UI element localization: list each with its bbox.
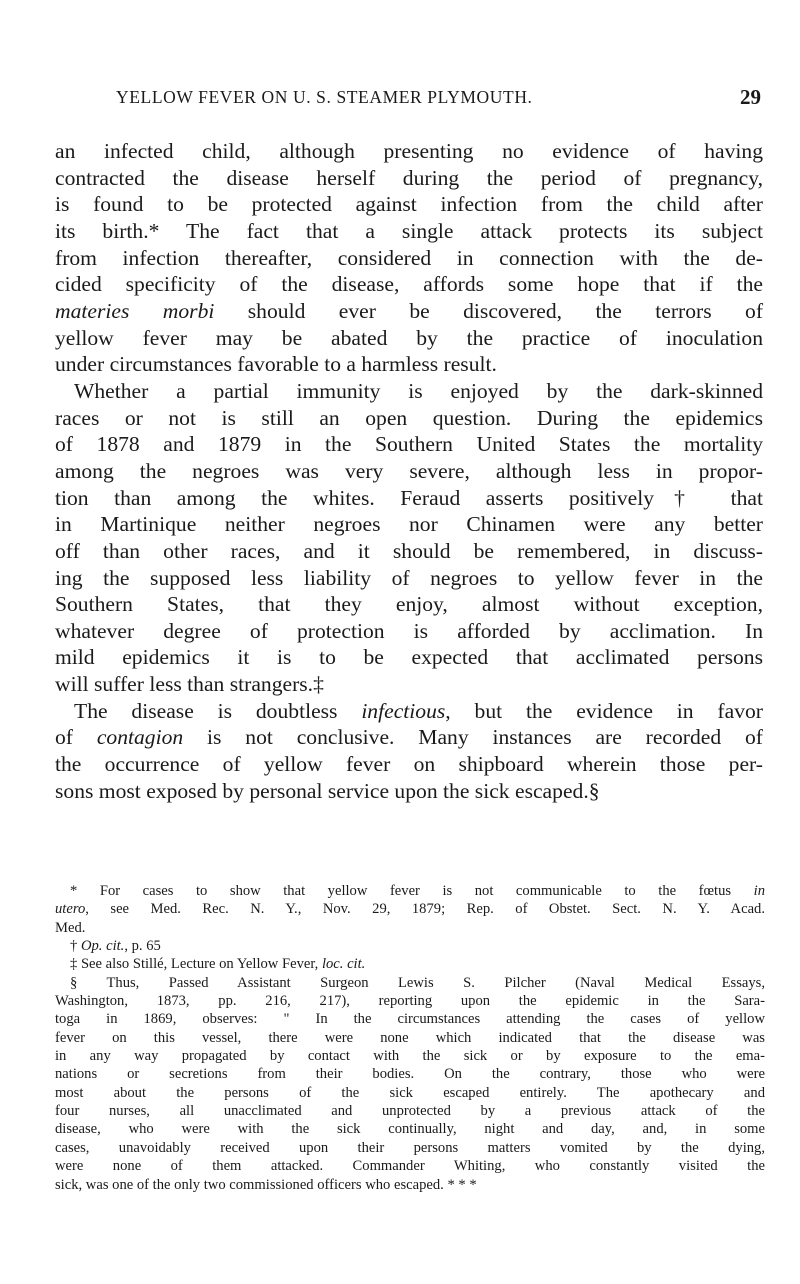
text-line: contracted the disease herself during the period of pregnancy, xyxy=(55,165,763,190)
footnote-line: were none of them attacked. Commander Whiting, who constantly visited the xyxy=(55,1158,765,1175)
footnote-line: ‡ See also Stillé, Lecture on Yellow Fever, loc. cit. xyxy=(70,956,366,973)
text-line: its birth.* The fact that a single attack protects its subject xyxy=(55,218,763,243)
italic-term: loc. cit. xyxy=(321,956,366,973)
footnote-line: most about the persons of the sick escaped entirely. The apothecary and xyxy=(55,1084,765,1101)
paragraph-end-line: will suffer less than strangers.‡ xyxy=(55,672,324,697)
text-line: among the negroes was very severe, although less in propor- xyxy=(55,458,763,483)
footnote-line: in any way propagated by contact with the sick or by exposure to the ema- xyxy=(55,1048,765,1065)
footnote-line: toga in 1869, observes: " In the circumstances attending the cases of yellow xyxy=(55,1011,765,1028)
footnote-line: * For cases to show that yellow fever is not communicable to the fœtus in xyxy=(70,883,765,899)
footnote-line: cases, unavoidably received upon their persons matters vomited by the dying, xyxy=(55,1139,765,1156)
italic-term: contagion xyxy=(96,725,184,750)
text-line: yellow fever may be abated by the practice of inoculation xyxy=(55,325,763,350)
text-line: materies morbi should ever be discovered, the terrors of xyxy=(55,298,764,323)
text-line: of 1878 and 1879 in the Southern United States the mortality xyxy=(55,432,763,457)
footnote-line: Washington, 1873, pp. 216, 217), reporting upon the epidemic in the Sara- xyxy=(55,993,765,1010)
text-line: is found to be protected against infection from the child after xyxy=(55,192,763,217)
footnote-line: utero, see Med. Rec. N. Y., Nov. 29, 1879; Rep. of Obstet. Sect. N. Y. Acad. xyxy=(55,901,765,918)
paragraph-end-line: sons most exposed by personal service upon the sick escaped.§ xyxy=(55,778,600,803)
italic-term: utero xyxy=(55,901,86,918)
text-line: cided specificity of the disease, affords some hope that if the xyxy=(55,272,763,297)
italic-term: in xyxy=(753,883,765,899)
paragraph-start-line: The disease is doubtless infectious, but the evidence in favor xyxy=(74,698,763,723)
paragraph-end-line: under circumstances favorable to a harmless result. xyxy=(55,352,497,377)
text-line: Southern States, that they enjoy, almost without exception, xyxy=(55,592,763,617)
text-line: tion than among the whites. Feraud asserts positively† that xyxy=(55,485,763,510)
text-line: ing the supposed less liability of negroes to yellow fever in the xyxy=(55,565,763,590)
page-number: 29 xyxy=(740,85,761,109)
italic-term: Op. cit. xyxy=(80,938,125,955)
footnote-line: four nurses, all unacclimated and unprotected by a previous attack of the xyxy=(55,1103,765,1120)
page-header xyxy=(116,87,761,113)
text-line: races or not is still an open question. During the epidemics xyxy=(55,405,763,430)
footnote-line: disease, who were with the sick continually, night and day, and, in some xyxy=(55,1121,765,1138)
footnote-line: sick, was one of the only two commissioned officers who escaped. * * * xyxy=(55,1176,477,1193)
footnote-line: § Thus, Passed Assistant Surgeon Lewis S. Pilcher (Naval Medical Essays, xyxy=(70,974,765,991)
text-line: of contagion is not conclusive. Many instances are recorded of xyxy=(55,725,763,750)
text-line: from infection thereafter, considered in connection with the de- xyxy=(55,245,763,270)
italic-term: materies morbi xyxy=(55,298,215,323)
footnote-line: nations or secretions from their bodies. On the contrary, those who were xyxy=(55,1066,765,1083)
footnote-line: † Op. cit., p. 65 xyxy=(70,938,161,955)
footnote-line: Med. xyxy=(55,919,86,936)
footnote-line: fever on this vessel, there were none which indicated that the disease was xyxy=(55,1029,765,1046)
main-text xyxy=(55,138,763,804)
text-line: in Martinique neither negroes nor Chinamen were any better xyxy=(55,512,763,537)
paragraph-start-line: Whether a partial immunity is enjoyed by the dark-skinned xyxy=(74,378,763,403)
text-line: the occurrence of yellow fever on shipboard wherein those per- xyxy=(55,752,763,777)
italic-term: infectious xyxy=(361,698,446,723)
running-title: YELLOW FEVER ON U. S. STEAMER PLYMOUTH. xyxy=(116,87,533,107)
text-line: off than other races, and it should be remembered, in discuss- xyxy=(55,538,763,563)
text-line: an infected child, although presenting no evidence of having xyxy=(55,139,763,163)
text-line: mild epidemics it is to be expected that acclimated persons xyxy=(55,645,763,670)
text-line: whatever degree of protection is afforded by acclimation. In xyxy=(55,618,763,643)
footnotes xyxy=(55,882,765,1194)
